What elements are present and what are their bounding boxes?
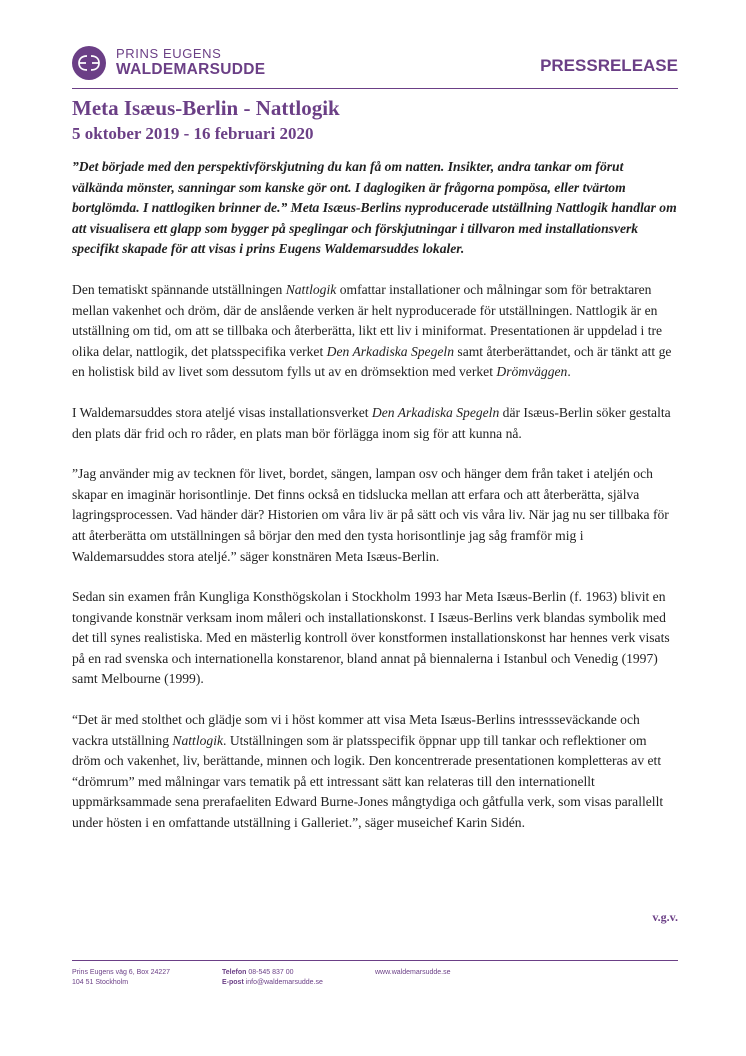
paragraph-5 bbox=[72, 710, 678, 834]
paragraph-4: Sedan sin examen från Kungliga Konsthögskolan i Stockholm 1993 har Meta Isæus-Berlin (f. 1963) blivit en tongivande konstnär verksam inom måleri och installationskonst. I Isæus-Berlins verk blandas symbolik med det till synes realistiska. Med en mästerlig kontroll över konstformen installationskonst har hennes verk visats på en rad svenska och internationella konstarenor, bland annat på biennalerna i Istanbul och Venedig (1997) samt Melbourne (1999). bbox=[72, 589, 670, 687]
work-title: Nattlogik bbox=[285, 281, 337, 297]
website-link[interactable]: www.waldemarsudde.se bbox=[375, 969, 451, 976]
exhibition-dates: 5 oktober 2019 - 16 februari 2020 bbox=[72, 124, 314, 143]
phone-label: Telefon bbox=[222, 969, 247, 976]
logo-line1: PRINS EUGENS bbox=[116, 46, 222, 61]
logo-wordmark bbox=[116, 47, 265, 79]
paragraph-3: ”Jag använder mig av tecknen för livet, bordet, sängen, lampan osv och hänger dem från taket i ateljén och skapar en imaginär horisontlinje. Det finns också en tidslucka mellan att erfara och att återberätta, själva lagringsprocessen. Vad händer där? Historien om våra liv är på sätt och vis våra liv. När jag nu ser tillbaka för att återberätta om utställningen så börjar den med den tysta horisontlinje jag såg framför mig i Waldemarsuddes stora ateljé.” säger konstnären Meta Isæus-Berlin. bbox=[72, 466, 669, 564]
text-span: Den tematiskt spännande utställningen bbox=[72, 281, 286, 297]
work-title: Drömväggen bbox=[496, 364, 568, 380]
text-span: samt återberättandet, och är tänkt att ge en holistisk bild av livet som dessutom fylls ut av en drömsektion med verket bbox=[72, 343, 672, 380]
footer-contact bbox=[222, 968, 323, 988]
text-span: . bbox=[567, 364, 571, 380]
footer-divider bbox=[72, 960, 678, 961]
document-type: PRESSRELEASE bbox=[540, 56, 678, 75]
paragraph-1 bbox=[72, 280, 678, 383]
logo-line2: WALDEMARSUDDE bbox=[116, 61, 266, 78]
work-title: Den Arkadiska Spegeln bbox=[326, 343, 454, 359]
text-span: I Waldemarsuddes stora ateljé visas installationsverket bbox=[72, 404, 372, 420]
address-line1: Prins Eugens väg 6, Box 24227 bbox=[72, 969, 171, 976]
address-line2: 104 51 Stockholm bbox=[72, 979, 129, 986]
paragraph-2 bbox=[72, 403, 678, 444]
work-title: Den Arkadiska Spegeln bbox=[371, 404, 500, 420]
page-title: Meta Isæus-Berlin - Nattlogik bbox=[72, 96, 340, 120]
email-link[interactable]: info@waldemarsudde.se bbox=[245, 979, 323, 986]
footer-address bbox=[72, 968, 170, 988]
please-turn-over: v.g.v. bbox=[652, 910, 678, 924]
email-label: E-post bbox=[222, 979, 244, 986]
text-span: . Utställningen som är platsspecifik öppnar upp till tankar och reflektioner om dröm och vakenhet, liv, berättande, minnen och logik. Den koncentrerade presentationen kompletteras av ett “drömrum” med målningar vars tematik på ett intressant sätt kan relateras till den internationellt uppmärksammade sena prerafaeliten Edward Burne-Jones mångtydiga och gåtfulla verk, som visas parallellt under hösten i en omfattande utställning i Galleriet.”, säger museichef Karin Sidén. bbox=[72, 732, 664, 831]
body-text bbox=[72, 157, 678, 834]
phone-number: 08-545 837 00 bbox=[248, 969, 294, 976]
text-span: omfattar installationer och målningar som för betraktaren mellan vakenhet och dröm, där de anslående verken är helt nyproducerade för utställningen. Nattlogik är en utställning om tid, om att se tillbaka och återberätta, likt ett liv i miniformat. Presentationen är uppdelad i tre olika delar, nattlogik, det platsspecifika verket bbox=[72, 281, 663, 359]
text-span: “Det är med stolthet och glädje som vi i höst kommer att visa Meta Isæus-Berlins intressseväckande och vackra utställning bbox=[72, 712, 640, 748]
footer-website bbox=[375, 968, 450, 978]
work-title: Nattlogik bbox=[172, 732, 224, 748]
waldemarsudde-logo-icon bbox=[72, 46, 106, 80]
header-divider bbox=[72, 88, 678, 89]
lead-paragraph: ”Det började med den perspektivförskjutning du kan få om natten. Insikter, andra tankar om förut välkända mönster, sanningar som kanske gör ont. I daglogiken är frågorna pompösa, eller tvärtom bortglömda. I nattlogiken brinner de.” Meta Isæus-Berlins nyproducerade utställning Nattlogik handlar om att visualisera ett glapp som bygger på speglingar och förskjutningar i tillvaron med installationsverk specifikt skapade för att visas i prins Eugens Waldemarsuddes lokaler. bbox=[72, 159, 677, 257]
page-header bbox=[72, 44, 678, 84]
text-span: där Isæus-Berlin söker gestalta den plats där frid och ro råder, en plats man bör förlägga inom sig för att kunna nå. bbox=[72, 404, 671, 441]
monogram-icon bbox=[77, 53, 101, 73]
